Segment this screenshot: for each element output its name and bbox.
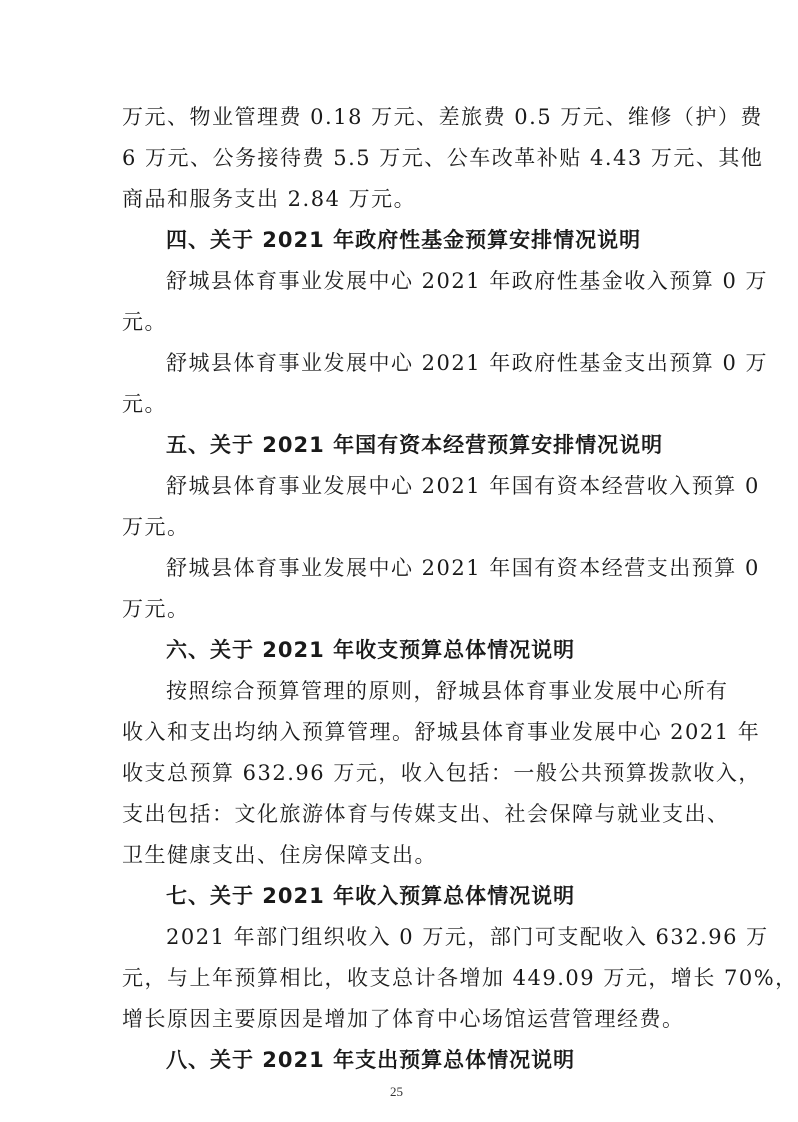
body-text-line: 舒城县体育事业发展中心 2021 年政府性基金收入预算 0 万 (166, 269, 769, 293)
body-text-line: 舒城县体育事业发展中心 2021 年国有资本经营支出预算 0 (166, 556, 760, 580)
section-heading-4: 四、关于 2021 年政府性基金预算安排情况说明 (166, 228, 642, 252)
body-text-line: 舒城县体育事业发展中心 2021 年政府性基金支出预算 0 万 (166, 351, 769, 375)
body-text-line: 按照综合预算管理的原则，舒城县体育事业发展中心所有 (166, 679, 729, 703)
body-text-line: 万元。 (122, 597, 190, 621)
body-text-line: 商品和服务支出 2.84 万元。 (122, 187, 417, 211)
body-text-line: 支出包括：文化旅游体育与传媒支出、社会保障与就业支出、 (122, 802, 730, 826)
body-text-line: 卫生健康支出、住房保障支出。 (122, 843, 437, 867)
body-text-line: 收入和支出均纳入预算管理。舒城县体育事业发展中心 2021 年 (122, 720, 761, 744)
page-number: 25 (390, 1084, 403, 1099)
section-heading-5: 五、关于 2021 年国有资本经营预算安排情况说明 (166, 433, 664, 457)
body-text-line: 万元。 (122, 515, 190, 539)
section-heading-6: 六、关于 2021 年收支预算总体情况说明 (166, 638, 576, 662)
body-text-line: 增长原因主要原因是增加了体育中心场馆运营管理经费。 (122, 1007, 685, 1031)
section-heading-8: 八、关于 2021 年支出预算总体情况说明 (166, 1048, 576, 1072)
body-text-line: 舒城县体育事业发展中心 2021 年国有资本经营收入预算 0 (166, 474, 760, 498)
body-text-line: 万元、物业管理费 0.18 万元、差旅费 0.5 万元、维修（护）费 (122, 105, 763, 129)
body-text-line: 元，与上年预算相比，收支总计各增加 449.09 万元，增长 70%， (122, 966, 798, 990)
body-text-line: 元。 (122, 392, 167, 416)
body-text-line: 收支总预算 632.96 万元，收入包括：一般公共预算拨款收入， (122, 761, 761, 785)
body-text-line: 2021 年部门组织收入 0 万元，部门可支配收入 632.96 万 (166, 925, 769, 949)
body-text-line: 元。 (122, 310, 167, 334)
section-heading-7: 七、关于 2021 年收入预算总体情况说明 (166, 884, 576, 908)
body-text-line: 6 万元、公务接待费 5.5 万元、公车改革补贴 4.43 万元、其他 (122, 146, 764, 170)
